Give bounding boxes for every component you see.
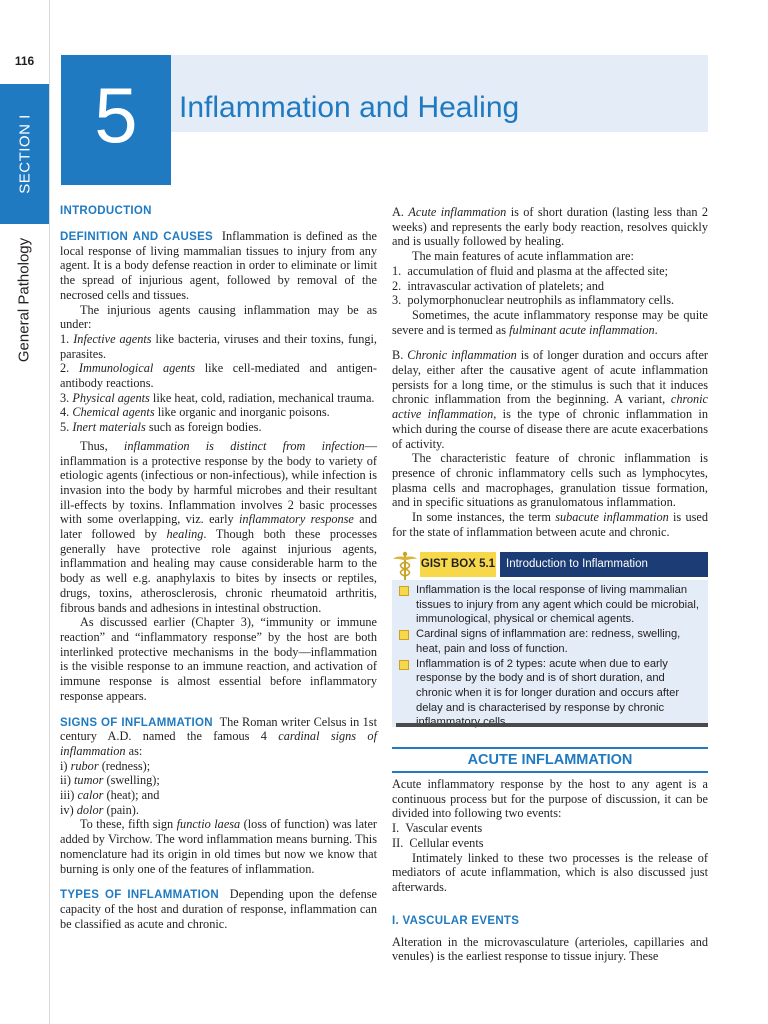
list-item: 2. Immunological agents like cell-mediated and antigen-antibody reactions. — [60, 361, 377, 391]
square-bullet-icon — [399, 586, 409, 596]
list-item: ii) tumor (swelling); — [60, 773, 160, 788]
introduction-heading: INTRODUCTION — [60, 205, 152, 217]
list-item: 4. Chemical agents like organic and inorganic poisons. — [60, 405, 330, 420]
list-item: iii) calor (heat); and — [60, 788, 160, 803]
list-item: Inflammation is the local response of living mammalian tissues to injury from any agent which could be microbial, immunological, physical or chemical agents. — [416, 583, 700, 627]
square-bullet-icon — [399, 660, 409, 670]
gist-header — [420, 552, 708, 577]
features-intro: The main features of acute inflammation are: — [412, 249, 634, 264]
types-paragraph: TYPES OF INFLAMMATION Depending upon the defense capacity of the host and duration of response, inflammation can be classified as acute and chronic. — [60, 887, 377, 931]
gist-body — [392, 580, 708, 727]
acute-section — [392, 777, 708, 964]
gist-list — [392, 580, 708, 730]
list-item: 1. accumulation of fluid and plasma at the affected site; — [392, 263, 669, 278]
acute-definition: A. Acute inflammation is of short duration (lasting less than 2 weeks) and represents the early body reaction, resolves quickly and is usually followed by healing. — [392, 205, 709, 249]
signs-list — [60, 759, 377, 818]
section-label: SECTION I — [16, 114, 33, 194]
right-column — [392, 205, 708, 539]
left-column — [60, 205, 377, 931]
list-item: iv) dolor (pain). — [60, 802, 139, 817]
list-item: Inflammation is of 2 types: acute when due to early response by the body and is of short duration, and chronic when it is for longer duration and occurs after delay and is characterised by response by chronic — [416, 657, 700, 731]
list-item: 1. Infective agents like bacteria, viruses and their toxins, fungi, parasites. — [60, 331, 377, 361]
section-tab — [0, 84, 49, 224]
signs-paragraph: SIGNS OF INFLAMMATION The Roman writer Celsus in 1st century A.D. named the famous 4 cardinal signs of inflammation as: — [60, 714, 377, 758]
chapter-number: 5 — [61, 55, 171, 185]
square-bullet-icon — [399, 630, 409, 640]
mediators-paragraph: Intimately linked to these two processes is the release of mediators of acute inflammation, which is also discussed just afterwards. — [392, 850, 708, 894]
divider — [392, 771, 708, 773]
gist-label: GIST BOX 5.1 — [420, 552, 496, 577]
list-item: 3. polymorphonuclear neutrophils as inflammatory cells. — [392, 293, 675, 308]
chapter-title: Inflammation and Healing — [179, 91, 520, 124]
book-title: General Pathology — [15, 237, 33, 363]
list-item: i) rubor (redness); — [60, 758, 151, 773]
vascular-paragraph: Alteration in the microvasculature (arterioles, capillaries and venules) is the earliest response to tissue injury. These — [392, 934, 708, 964]
chronic-definition: B. Chronic inflammation is of longer duration and occurs after delay, either after the causative agent of acute inflammation persists for a long time, or the stimulus is such that it induces chronic inflammation from the beginning. A variant, chronic active inflammation, is the type of chronic inflammation in which during the course of disease there are acute exacerbations of activity. — [392, 348, 709, 451]
acute-paragraph: Acute inflammatory response by the host to any agent is a continuous process but for the purpose of discussion, it can be divided into following two events: — [392, 777, 708, 821]
caduceus-icon — [392, 551, 418, 581]
characteristic-paragraph: The characteristic feature of chronic inflammation is presence of chronic inflammatory cells such as lymphocytes, plasma cells and macrophages, granulation tissue formation, and in specific situations as granulomatous inflammation. — [392, 451, 708, 510]
section-title: ACUTE INFLAMMATION — [467, 752, 633, 768]
agents-list — [60, 332, 377, 435]
fifth-sign-paragraph: To these, fifth sign functio laesa (loss of function) was later added by Virchow. The word inflammation means burning. This nomenclature had its origin in old times but now we know that burning is only one of the features of inflammation. — [60, 817, 378, 876]
vascular-heading: I. VASCULAR EVENTS — [392, 914, 520, 927]
thus-paragraph: Thus, inflammation is distinct from infection—inflammation is a protective response by the body to variety of etiologic agents (infectious or non-infectious), while infection is invasion into the body by harmful microbes and their resultant ill-effects by toxins. Inflammation involves 2 basic processes with some overlapping, viz. early inflammatory response and later followed by healing. Though both these processes generally have protective role against injurious agents, inflammation and healing may cause considerable harm to the body as well e.g. anaphylaxis to bites by insects or reptiles, drugs, toxins, atherosclerosis, chronic rheumatoid arthritis, fibrous bands and adhesions in intestinal obstruction. — [60, 438, 378, 615]
list-item: 2. intravascular activation of platelets; and — [392, 278, 605, 293]
severe-paragraph: Sometimes, the acute inflammatory response may be quite severe and is termed as fulminant acute inflammation. — [392, 307, 708, 337]
list-item: 3. Physical agents like heat, cold, radiation, mechanical trauma. — [60, 390, 375, 405]
definition-paragraph: DEFINITION AND CAUSES Inflammation is defined as the local response of living mammalian tissues to injury from any agent. It is a body defense reaction in order to eliminate or limit the spread of injurious agent, followed by removal of the necrosed cells and tissues. — [60, 229, 377, 302]
gist-box — [392, 550, 708, 727]
agents-intro: The injurious agents causing inflammation may be as under: — [60, 302, 377, 332]
subacute-paragraph: In some instances, the term subacute inflammation is used for the state of inflammation between acute and chronic. — [392, 510, 709, 539]
discussed-paragraph: As discussed earlier (Chapter 3), “immunity or immune reaction” and “inflammatory response” by the host are both interlinked protective mechanisms in the body—inflammation is the visible response to an immune reaction, and activation of immune response is almost essential before inflammatory response appears. — [60, 615, 377, 703]
gist-title: Introduction to Inflammation — [500, 552, 708, 577]
gist-shadow — [396, 723, 708, 727]
list-item: I. Vascular events — [392, 821, 483, 836]
list-item: II. Cellular events — [392, 835, 484, 850]
features-list — [392, 264, 708, 308]
list-item: 5. Inert materials such as foreign bodies. — [60, 420, 262, 435]
page-number: 116 — [14, 54, 35, 68]
list-item: Cardinal signs of inflammation are: redness, swelling, heat, pain and loss of function. — [416, 627, 700, 656]
